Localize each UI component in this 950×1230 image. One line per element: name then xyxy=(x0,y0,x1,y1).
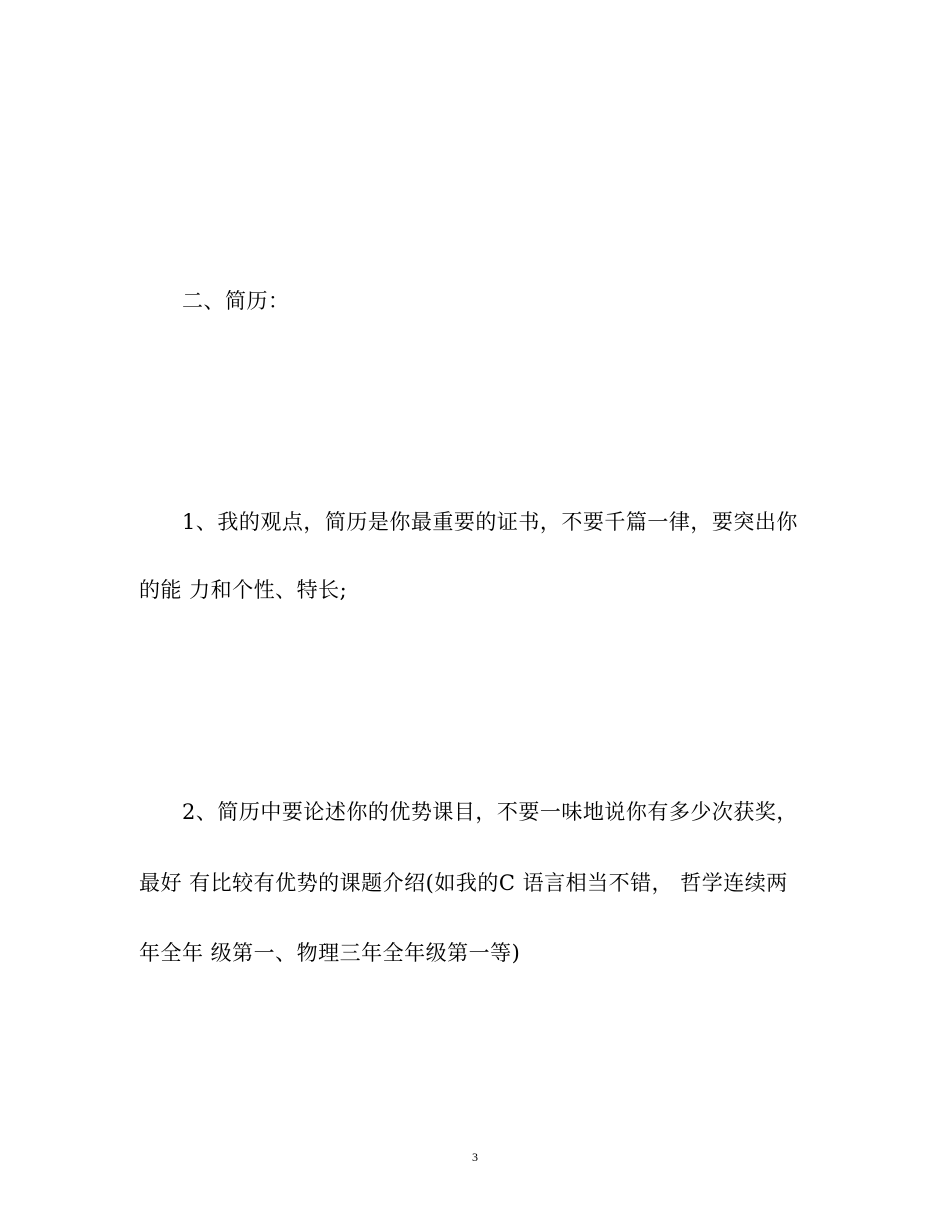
page-number: 3 xyxy=(472,1150,478,1164)
section-heading: 二、简历： xyxy=(182,289,290,313)
paragraph-1-line-1: 1、我的观点，简历是你最重要的证书，不要千篇一律，要突出你 xyxy=(182,510,798,534)
paragraph-2-line-1: 2、简历中要论述你的优势课目，不要一味地说你有多少次获奖， xyxy=(182,800,798,824)
paragraph-2-line-2: 最好 有比较有优势的课题介绍(如我的C 语言相当不错， 哲学连续两 xyxy=(139,871,788,895)
paragraph-1-line-2: 的能 力和个性、特长; xyxy=(139,578,348,602)
paragraph-2-line-3: 年全年 级第一、物理三年全年级第一等) xyxy=(139,941,521,965)
